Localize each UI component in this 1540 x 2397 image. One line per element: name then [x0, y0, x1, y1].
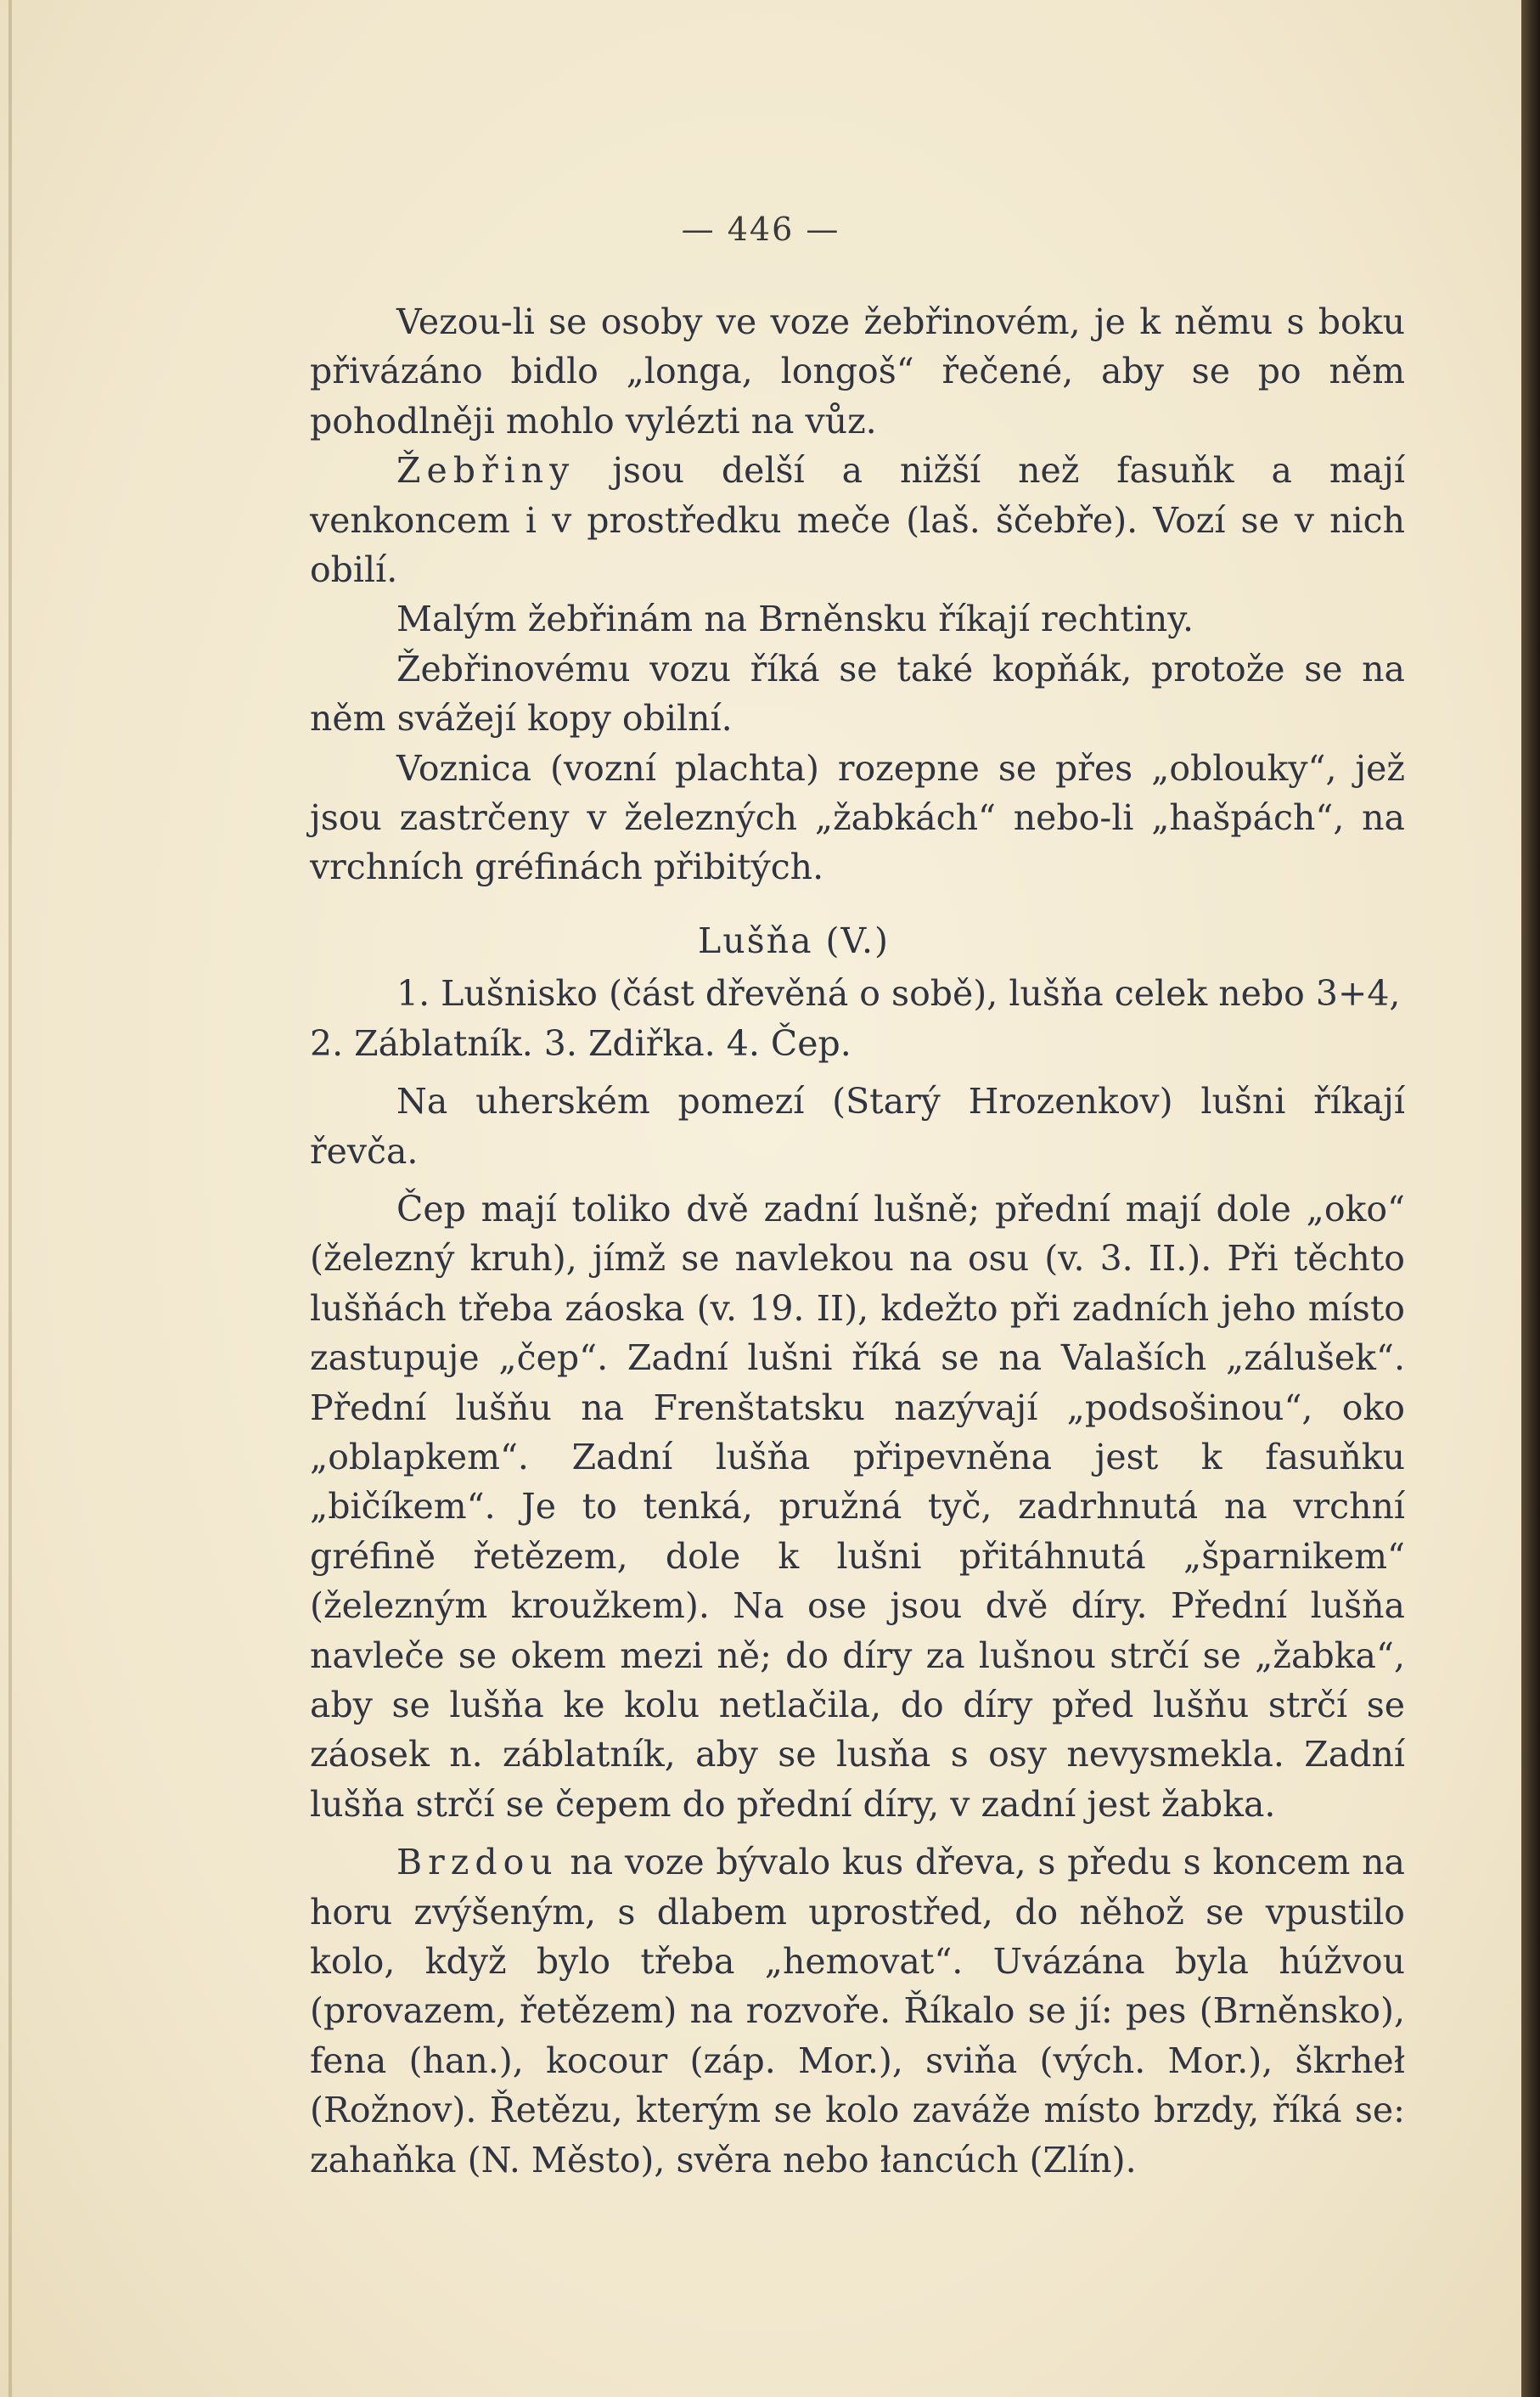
section-heading: Lušňa (V.) — [697, 920, 891, 961]
paragraph: Brzdou na voze bývalo kus dřeva, s předu s koncem na horu zvýšeným, s dlabem uprostřed, do něhož se vpustilo kolo, když bylo třeba „hemovat“. Uvázána byla húžvou (provazem, řetězem) na rozvoře. Říkalo se jí: pes (Brněnsko), fena (han.), kocour (záp. Mor.), sviňa (vých. Mor.), škrheł (Rožnov). Řetězu, kterým se kolo zaváže místo brzdy, říká se: zahaňka (N. Město), svěra nebo łancúch (Zlín). — [310, 1842, 1405, 2180]
paragraph: Čep mají toliko dvě zadní lušně; přední mají dole „oko“ (železný kruh), jímž se navlekou na osu (v. 3. II.). Při těchto lušňách třeba záoska (v. 19. II), kdežto při zadních jeho místo zastupuje „čep“. Zadní lušni říká se na Valaších „zálušek“. Přední lušňu na Frenštatsku nazývají „podsošinou“, oko „oblapkem“. Zadní lušňa připevněna jest k fasuňku „bičíkem“. Je to tenká, pružná tyč, zadrhnutá na vrchní gréfině řetězem, dole k lušni přitáhnutá „šparnikem“ (železným kroužkem). Na ose jsou dvě díry. Přední lušňa navleče se okem mezi ně; do díry za lušnou strčí se „žabka“, aby se lušňa ke kolu netlačila, do díry před lušňu strčí se záosek n. záblatník, aby se lusňa s osy nevysmekla. Zadní lušňa strčí se čepem do přední díry, v zadní jest žabka. — [310, 1188, 1405, 1825]
page-number: — 446 — — [681, 211, 840, 248]
list-line: 2. Záblatník. 3. Zdiřka. 4. Čep. — [310, 1022, 851, 1064]
page-gutter — [8, 0, 12, 2397]
spacer — [310, 1068, 1405, 1077]
paragraph: Malým žebřinám na Brněnsku říkají rechtiny. — [396, 599, 1194, 640]
spacer — [310, 1829, 1405, 1837]
spaced-term: Žebřiny — [396, 450, 576, 492]
page-edge — [1521, 0, 1540, 2397]
paragraph: Žebřinovému vozu říká se také kopňák, protože se na něm svážejí kopy obilní. — [310, 648, 1405, 740]
spacer — [310, 1176, 1405, 1184]
paragraph: Žebřiny jsou delší a nižší než fasuňk a mají venkoncem i v prostředku meče (laš. ščebře). Vozí se v nich obilí. — [310, 450, 1405, 591]
paragraph: Vezou-li se osoby ve voze žebřinovém, je k němu s boku přivázáno bidlo „longa, longoš“ řečené, aby se po něm pohodlněji mohlo vylézti na vůz. — [310, 301, 1405, 442]
paragraph: Na uherském pomezí (Starý Hrozenkov) lušni říkají řevča. — [310, 1081, 1405, 1172]
list-line: 1. Lušnisko (část dřevěná o sobě), lušňa celek nebo 3+4, — [396, 973, 1401, 1015]
spaced-term: Brzdou — [396, 1842, 559, 1883]
body-text — [310, 297, 1405, 2185]
paragraph: Voznica (vozní plachta) rozepne se přes „oblouky“, jež jsou zastrčeny v železných „žabkách“ nebo-li „hašpách“, na vrchních gréfinách přibitých. — [310, 747, 1405, 888]
